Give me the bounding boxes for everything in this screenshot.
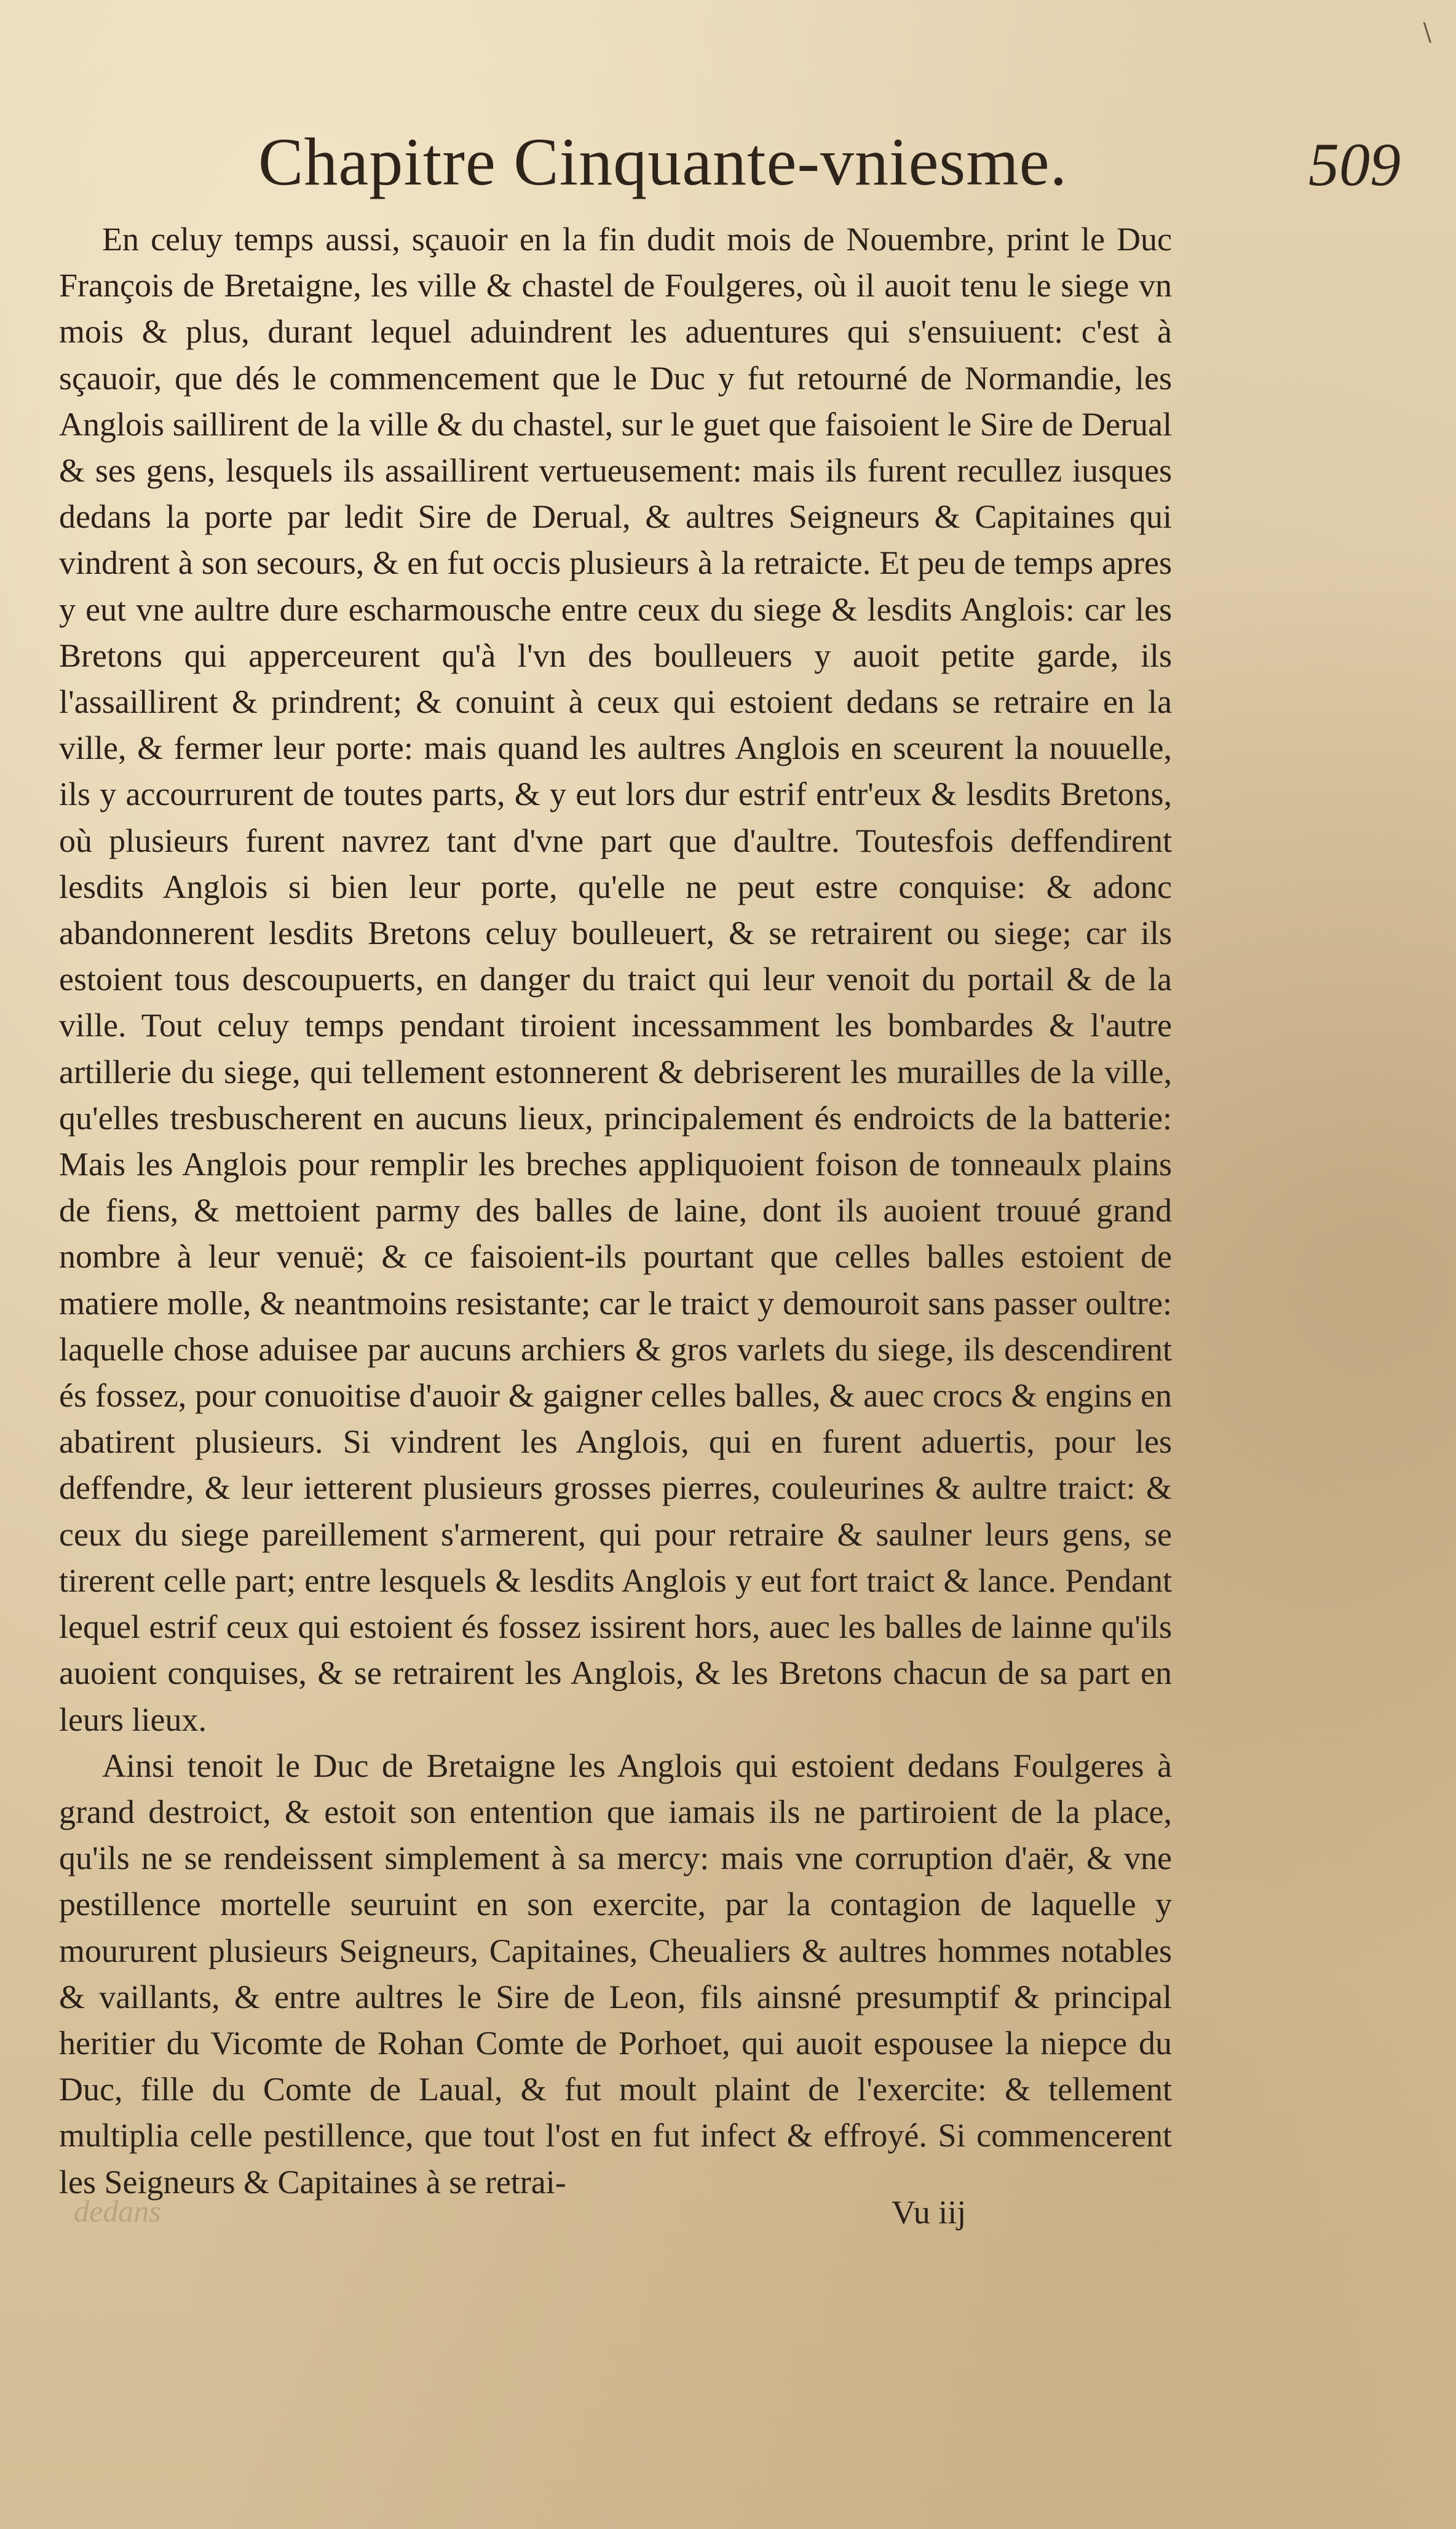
page-edge-mark: \ — [1423, 18, 1431, 47]
body-text — [59, 216, 1172, 2205]
paragraph-2: Ainsi tenoit le Duc de Bretaigne les Anglois qui estoient dedans Foulgeres à grand destroict, & estoit son entention que iamais ils ne partiroient de la place, qu'ils ne se rendeissent simplement à sa mercy: mais vne corruption d'aër, & vne pestillence mortelle seuruint en son exercite, par la contagion de laquelle y moururent plusieurs Seigneurs, Capitaines, Cheualiers & aultres hommes notables & vaillants, & entre aultres le Sire de Leon, fils ainsné presumptif & principal heritier du Vicomte de Rohan Comte de Porhoet, qui auoit espousee la niepce du Duc, fille du Comte de Laual, & fut moult plaint de l'exercite: & tellement multiplia celle pestillence, que tout l'ost en fut infect & effroyé. Si commencerent les Seigneurs & Capitaines à se retrai- — [59, 1747, 1172, 2201]
signature-mark: Vu iij — [892, 2194, 967, 2231]
running-head — [55, 123, 1401, 215]
page-number: 509 — [1308, 130, 1401, 199]
paragraph-1: En celuy temps aussi, sçauoir en la fin dudit mois de Nouembre, print le Duc François de Bretaigne, les ville & chastel de Foulgeres, où il auoit tenu le siege vn mois & plus, durant lequel aduindrent les aduentures qui s'ensuiuent: c'est à sçauoir, que dés le commencement que le Duc y fut retourné de Normandie, les Anglois saillirent de la ville & du chastel, sur le guet que faisoient le Sire de Derual & ses gens, lesquels ils assaillirent vertueusement: mais ils furent recullez iusques dedans la porte par ledit Sire de Derual, & aultres Seigneurs & Capitaines qui vindrent à son secours, & en fut occis plusieurs à la retraicte. Et peu de temps apres y eut vne aultre dure escharmousche entre ceux du siege & lesdits Anglois: car les Bretons qui apperceurent qu'à l'vn des boulleuers y auoit petite garde, ils l'assaillirent & prindrent; & conuint à ceux qui estoient dedans se retraire en la ville, & fermer leur porte: mais quand les aultres Anglois en sceurent la nouuelle, ils y accourrurent de toutes parts, & y eut lors dur estrif entr'eux & lesdits Bretons, où plusieurs furent navrez tant d'vne part que d'aultre. Toutesfois deffendirent lesdits Anglois si bien leur porte, qu'elle ne peut estre conquise: & adonc abandonnerent lesdits Bretons celuy boulleuert, & se retrairent ou siege; car ils estoient tous descoupuerts, en danger du traict qui leur venoit du portail & de la ville. Tout celuy temps pendant tiroient incessamment les bombardes & l'autre artillerie du siege, qui tellement estonnerent & debriserent les murailles de la ville, qu'elles tresbuscherent en aucuns lieux, principalement és endroicts de la batterie: Mais les Anglois pour remplir les breches appliquoient foison de tonneaulx plains de fiens, & mettoient parmy des balles de laine, dont ils auoient trouué grand nombre à leur venuë; & ce faisoient-ils pourtant que celles balles estoient de matiere molle, & neantmoins resistante; car le traict y demouroit sans passer oultre: laquelle chose aduisee par aucuns archiers & gros varlets du siege, ils descendirent és fossez, pour conuoitise d'auoir & gaigner celles balles, & auec crocs & engins en abatirent plusieurs. Si vindrent les Anglois, qui en furent aduertis, pour les deffendre, & leur ietterent plusieurs grosses pierres, couleurines & aultre traict: & ceux du siege pareillement s'armerent, qui pour retraire & saulner leurs gens, se tirerent celle part; entre lesquels & lesdits Anglois y eut fort traict & lance. Pendant lequel estrif ceux qui estoient és fossez issirent hors, auec les balles de lainne qu'ils auoient conquises, & se retrairent les Anglois, & les Bretons chacun de sa part en leurs lieux. — [59, 221, 1172, 1738]
bleed-through-text: dedans — [74, 2194, 161, 2228]
chapter-title: Chapitre Cinquante-vniesme. — [258, 124, 1068, 199]
